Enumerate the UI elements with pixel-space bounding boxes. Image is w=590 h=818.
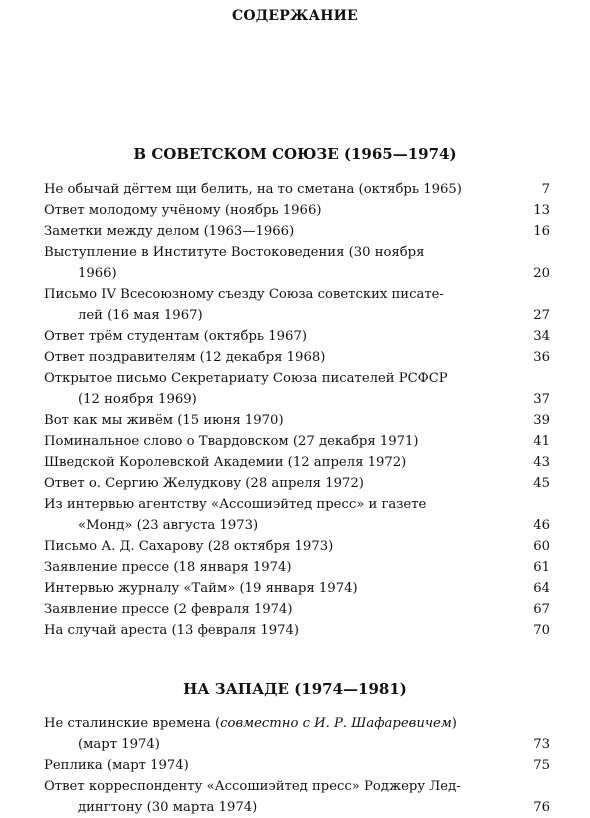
- page-number: 20: [533, 266, 550, 281]
- page-number: 60: [533, 539, 550, 554]
- toc-entry[interactable]: [44, 494, 550, 536]
- toc-entry-title: Заявление прессе (2 февраля 1974): [44, 602, 293, 617]
- page-number: 43: [533, 455, 550, 470]
- section-title-west: НА ЗАПАДЕ (1974—1981): [183, 680, 407, 698]
- toc-entry-title-cont: дингтону (30 марта 1974): [78, 800, 258, 815]
- toc-entry[interactable]: [44, 557, 550, 578]
- toc-entry[interactable]: [44, 620, 550, 641]
- toc-entry[interactable]: [44, 776, 550, 818]
- toc-entry-title-cont: (март 1974): [78, 737, 160, 752]
- toc-entry-title: Выступление в Институте Востоковедения (30 ноября: [44, 245, 425, 260]
- toc-entry-title: Ответ поздравителям (12 декабря 1968): [44, 350, 326, 365]
- toc-entry[interactable]: [44, 242, 550, 284]
- toc-entry[interactable]: [44, 452, 550, 473]
- toc-entry-title: Ответ молодому учёному (ноябрь 1966): [44, 203, 322, 218]
- toc-entry[interactable]: [44, 599, 550, 620]
- toc-entry-title-cont: лей (16 мая 1967): [78, 308, 203, 323]
- page-number: 36: [533, 350, 550, 365]
- toc-entry[interactable]: [44, 755, 550, 776]
- toc-entry-title: Шведской Королевской Академии (12 апреля 1972): [44, 455, 407, 470]
- page-title: СОДЕРЖАНИЕ: [232, 8, 358, 24]
- page-number: 39: [533, 413, 550, 428]
- page-number: 70: [533, 623, 550, 638]
- page-number: 76: [533, 800, 550, 815]
- page-number: 45: [533, 476, 550, 491]
- toc-entry[interactable]: [44, 713, 550, 755]
- toc-entry[interactable]: [44, 431, 550, 452]
- toc-entry[interactable]: [44, 326, 550, 347]
- toc-entry[interactable]: [44, 473, 550, 494]
- page-number: 41: [533, 434, 550, 449]
- page-number: 7: [541, 182, 550, 197]
- toc-entry[interactable]: [44, 410, 550, 431]
- toc-entry[interactable]: [44, 536, 550, 557]
- section-title-soviet: В СОВЕТСКОМ СОЮЗЕ (1965—1974): [133, 145, 457, 163]
- toc-entry[interactable]: [44, 221, 550, 242]
- toc-entry[interactable]: [44, 284, 550, 326]
- page-number: 16: [533, 224, 550, 239]
- toc-entry-title: Открытое письмо Секретариату Союза писателей РСФСР: [44, 371, 448, 386]
- toc-entry-title-cont: (12 ноября 1969): [78, 392, 197, 407]
- toc-entry[interactable]: [44, 200, 550, 221]
- page-number: 37: [533, 392, 550, 407]
- toc-section-soviet: [44, 179, 550, 641]
- toc-entry-title-cont: 1966): [78, 266, 117, 281]
- toc-entry-title: Ответ о. Сергию Желудкову (28 апреля 1972): [44, 476, 364, 491]
- toc-section-west: [44, 713, 550, 818]
- toc-entry-title: Из интервью агентству «Ассошиэйтед пресс» и газете: [44, 497, 427, 512]
- toc-entry[interactable]: [44, 347, 550, 368]
- page-number: 73: [533, 737, 550, 752]
- page-number: 13: [533, 203, 550, 218]
- toc-entry-title: На случай ареста (13 февраля 1974): [44, 623, 300, 638]
- toc-entry[interactable]: [44, 179, 550, 200]
- page-number: 67: [533, 602, 550, 617]
- page-number: 46: [533, 518, 550, 533]
- page-number: 27: [533, 308, 550, 323]
- toc-entry-title: Письмо А. Д. Сахарову (28 октября 1973): [44, 539, 334, 554]
- page-number: 61: [533, 560, 550, 575]
- toc-entry[interactable]: [44, 368, 550, 410]
- toc-entry-title: Заявление прессе (18 января 1974): [44, 560, 292, 575]
- toc-entry-title: Не сталинские времена (совместно с И. Р. Шафаревичем): [44, 716, 457, 731]
- toc-entry-title: Вот как мы живём (15 июня 1970): [44, 413, 284, 428]
- toc-entry-title: Не обычай дёгтем щи белить, на то сметана (октябрь 1965): [44, 182, 462, 197]
- page-number: 64: [533, 581, 550, 596]
- toc-entry-title: Поминальное слово о Твардовском (27 декабря 1971): [44, 434, 419, 449]
- toc-entry-title-cont: «Монд» (23 августа 1973): [78, 518, 259, 533]
- toc-entry-title: Заметки между делом (1963—1966): [44, 224, 295, 239]
- toc-entry-coauthor: совместно с И. Р. Шафаревичем: [220, 716, 452, 731]
- toc-entry[interactable]: [44, 578, 550, 599]
- toc-entry-title: Интервью журналу «Тайм» (19 января 1974): [44, 581, 358, 596]
- toc-entry-title: Ответ трём студентам (октябрь 1967): [44, 329, 307, 344]
- toc-entry-title: Письмо IV Всесоюзному съезду Союза советских писате-: [44, 287, 444, 302]
- toc-entry-title: Реплика (март 1974): [44, 758, 189, 773]
- toc-entry-title: Ответ корреспонденту «Ассошиэйтед пресс» Роджеру Лед-: [44, 779, 461, 794]
- page-number: 34: [533, 329, 550, 344]
- page-number: 75: [533, 758, 550, 773]
